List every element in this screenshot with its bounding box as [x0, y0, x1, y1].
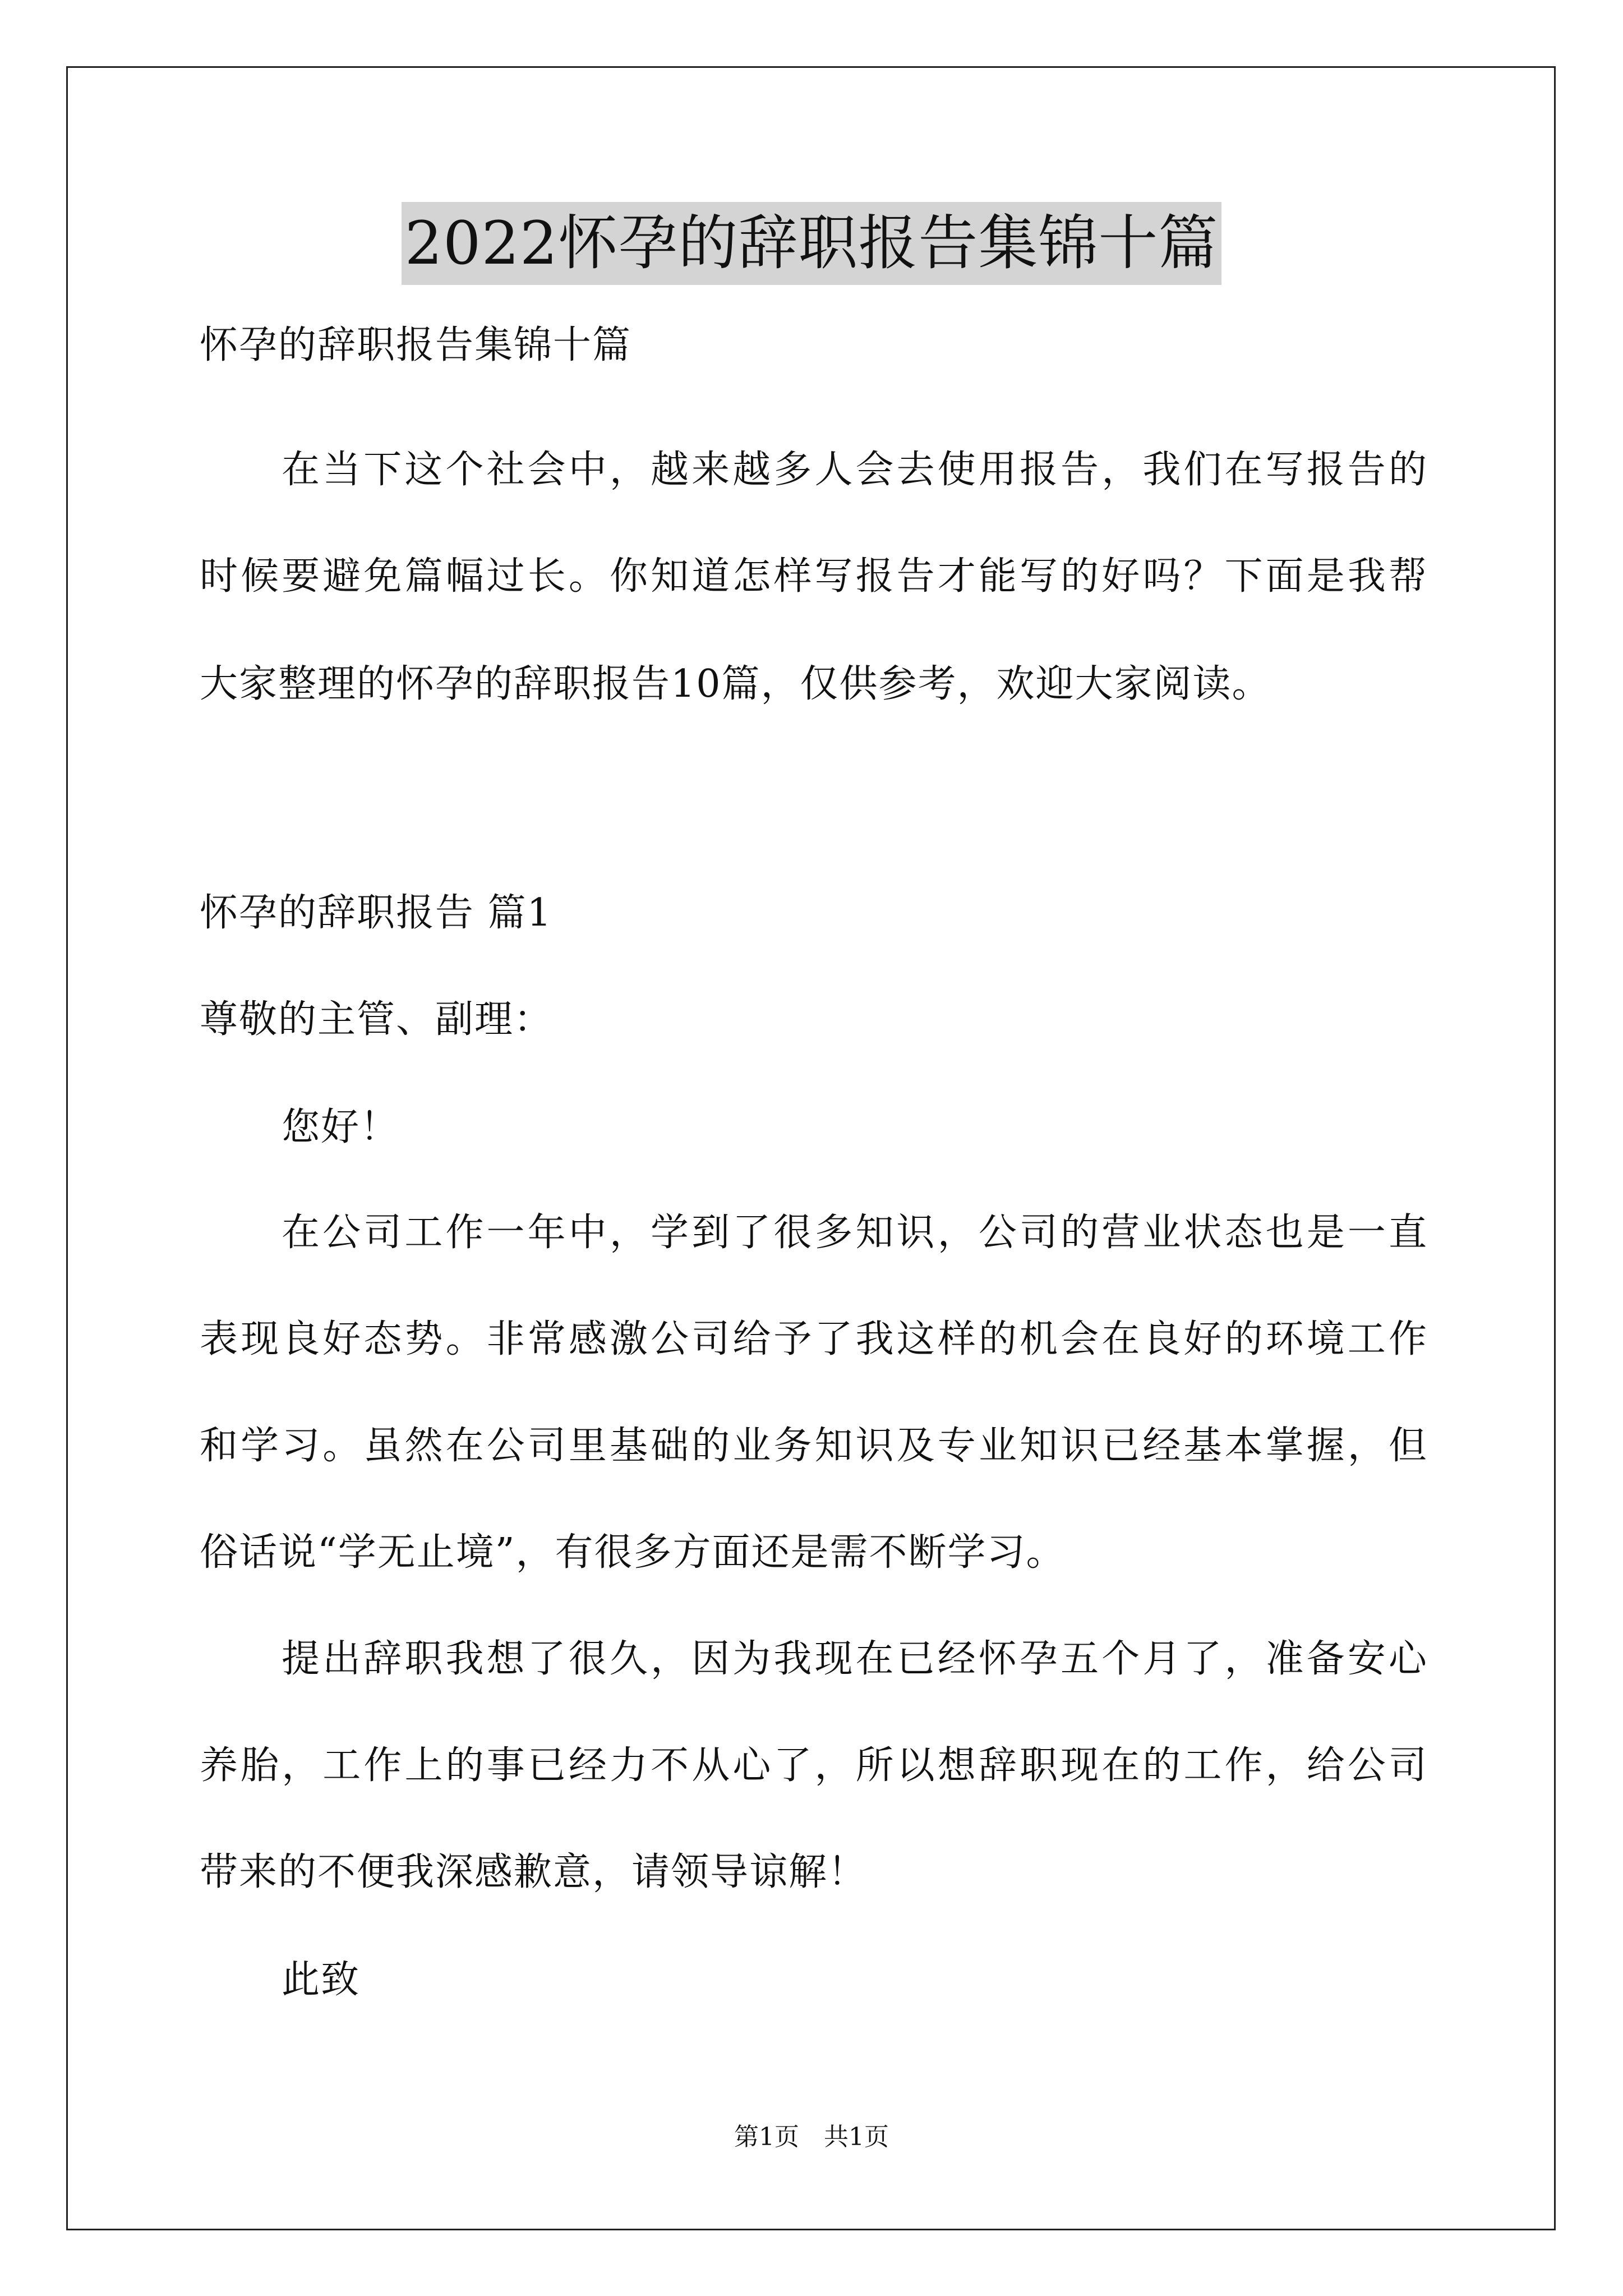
paragraph2-line-2: 养胎，工作上的事已经力不从心了，所以想辞职现在的工作，给公司	[200, 1743, 1428, 1788]
section-heading: 怀孕的辞职报告 篇1	[200, 891, 552, 935]
salutation: 尊敬的主管、副理：	[200, 997, 554, 1042]
greeting: 您好！	[282, 1105, 400, 1149]
title-container	[0, 202, 1623, 285]
page-footer: 第1页 共1页	[734, 2123, 889, 2151]
paragraph2-line-1: 提出辞职我想了很久，因为我现在已经怀孕五个月了，准备安心	[282, 1637, 1428, 1681]
intro-line-2: 时候要避免篇幅过长。你知道怎样写报告才能写的好吗？下面是我帮	[200, 554, 1428, 599]
paragraph1-line-1: 在公司工作一年中，学到了很多知识，公司的营业状态也是一直	[282, 1211, 1428, 1255]
paragraph1-line-4: 俗话说“学无止境”，有很多方面还是需不断学习。	[200, 1530, 1066, 1575]
intro-line-1: 在当下这个社会中，越来越多人会去使用报告，我们在写报告的	[282, 448, 1428, 492]
closing: 此致	[282, 1958, 361, 2002]
paragraph1-line-3: 和学习。虽然在公司里基础的业务知识及专业知识已经基本掌握，但	[200, 1424, 1428, 1468]
document-title: 2022怀孕的辞职报告集锦十篇	[402, 202, 1222, 285]
intro-line-3: 大家整理的怀孕的辞职报告10篇，仅供参考，欢迎大家阅读。	[200, 662, 1271, 706]
paragraph1-line-2: 表现良好态势。非常感激公司给予了我这样的机会在良好的环境工作	[200, 1317, 1428, 1361]
paragraph2-line-3: 带来的不便我深感歉意，请领导谅解！	[200, 1850, 868, 1894]
document-subtitle: 怀孕的辞职报告集锦十篇	[200, 323, 632, 367]
